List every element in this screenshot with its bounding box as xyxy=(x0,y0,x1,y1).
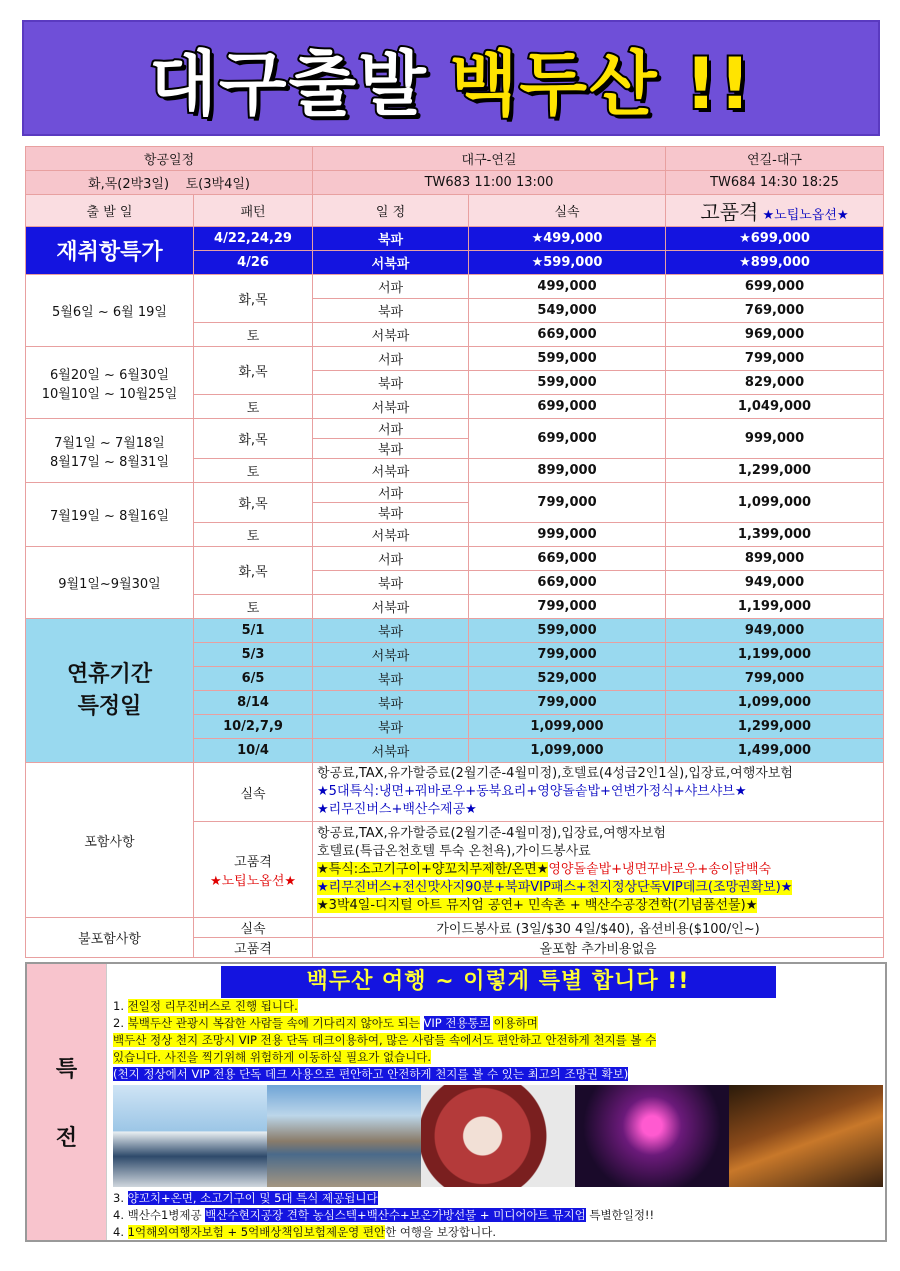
special-date: 4/26 xyxy=(194,251,313,275)
period-pattern: 토 xyxy=(194,395,313,419)
period-basic: 669,000 xyxy=(469,571,666,595)
period-route: 서파 xyxy=(313,547,469,571)
media-art-photo xyxy=(575,1085,729,1187)
period-route: 북파 xyxy=(313,439,469,459)
flight-days: 화,목(2박3일) 토(3박4일) xyxy=(26,171,313,195)
special-premium: ★699,000 xyxy=(666,227,884,251)
period-premium: 1,049,000 xyxy=(666,395,884,419)
period-pattern: 화,목 xyxy=(194,347,313,395)
col-pattern: 패턴 xyxy=(194,195,313,227)
flight-outbound: TW683 11:00 13:00 xyxy=(313,171,666,195)
period-premium: 999,000 xyxy=(666,419,884,459)
holiday-premium: 1,099,000 xyxy=(666,691,884,715)
features-content xyxy=(113,966,883,1238)
holiday-premium: 1,299,000 xyxy=(666,715,884,739)
holiday-label: 연휴기간 특정일 xyxy=(26,619,194,763)
heaven-lake-photo xyxy=(267,1085,421,1187)
period-pattern: 토 xyxy=(194,459,313,483)
inclusions-premium-text: 항공료,TAX,유가할증료(2월기준-4월미정),입장료,여행자보험 호텔료(특급온천호텔 투숙 온천욕),가이드봉사료 ★특식:소고기구이+양꼬치무제한/온면★영양돌솥밥+냉면꾸바로우+송이닭백숙 ★리무진버스+전신맛사지90분+북파VIP패스+천지정상단독VIP데크(조망권확보)★ ★3박4일-디지털 아트 뮤지엄 공연+ 민속촌 + 백산수공장견학(기념품선물)★ xyxy=(313,822,884,918)
features-side-label xyxy=(27,964,107,1240)
feature-line-4: 4. 백산수1병제공 백산수현지공장 견학 농심스텍+백산수+보온가방선물 + 미디어아트 뮤지엄 특별한일정!! xyxy=(113,1208,655,1222)
period-dates: 7월19일 ~ 8월16일 xyxy=(26,483,194,547)
period-basic: 799,000 xyxy=(469,483,666,523)
holiday-date: 10/4 xyxy=(194,739,313,763)
features-title: 백두산 여행 ~ 이렇게 특별 합니다 !! xyxy=(221,966,776,998)
holiday-date: 8/14 xyxy=(194,691,313,715)
period-premium: 829,000 xyxy=(666,371,884,395)
inclusions-basic-label: 실속 xyxy=(194,763,313,822)
holiday-route: 북파 xyxy=(313,715,469,739)
period-basic: 599,000 xyxy=(469,347,666,371)
period-basic: 599,000 xyxy=(469,371,666,395)
flight-header-label: 항공일정 xyxy=(26,147,313,171)
period-premium: 799,000 xyxy=(666,347,884,371)
special-route: 서북파 xyxy=(313,251,469,275)
photo-strip xyxy=(113,1085,883,1187)
period-premium: 1,299,000 xyxy=(666,459,884,483)
period-route: 서파 xyxy=(313,483,469,503)
features-side-char1: 특 xyxy=(55,1057,78,1082)
holiday-basic: 799,000 xyxy=(469,643,666,667)
holiday-basic: 1,099,000 xyxy=(469,739,666,763)
route2-label: 연길-대구 xyxy=(666,147,884,171)
period-dates: 9월1일~9월30일 xyxy=(26,547,194,619)
period-route: 북파 xyxy=(313,571,469,595)
period-route: 서북파 xyxy=(313,523,469,547)
bus-fleet-photo xyxy=(113,1085,267,1187)
period-basic: 799,000 xyxy=(469,595,666,619)
holiday-basic: 599,000 xyxy=(469,619,666,643)
period-basic: 669,000 xyxy=(469,323,666,347)
features-section xyxy=(25,962,887,1242)
period-route: 서북파 xyxy=(313,459,469,483)
period-premium: 699,000 xyxy=(666,275,884,299)
holiday-premium: 799,000 xyxy=(666,667,884,691)
beef-bbq-photo xyxy=(421,1085,575,1187)
period-basic: 499,000 xyxy=(469,275,666,299)
inclusions-premium-label: 고품격 ★노팁노옵션★ xyxy=(194,822,313,918)
holiday-date: 6/5 xyxy=(194,667,313,691)
feature-line-5: 4. 1억해외여행자보험 + 5억배상책임보험제운영 편안한 여행을 보장합니다. xyxy=(113,1225,497,1239)
period-route: 북파 xyxy=(313,299,469,323)
title-banner xyxy=(22,20,880,136)
period-dates: 7월1일 ~ 7월18일 8월17일 ~ 8월31일 xyxy=(26,419,194,483)
feature-line-2d: (천지 정상에서 VIP 전용 단독 데크 사용으로 편안하고 안전하게 천지를 볼 수 있는 최고의 조망권 확보) xyxy=(113,1067,629,1081)
holiday-route: 북파 xyxy=(313,667,469,691)
feature-line-2b: 백두산 정상 천지 조망시 VIP 전용 단독 데크이용하여, 많은 사람들 속에서도 편안하고 안전하게 천지를 볼 수 xyxy=(113,1033,657,1047)
period-route: 서파 xyxy=(313,275,469,299)
special-basic: ★499,000 xyxy=(469,227,666,251)
special-fare-label: 재취항특가 xyxy=(26,227,194,275)
period-pattern: 화,목 xyxy=(194,547,313,595)
col-itinerary: 일 정 xyxy=(313,195,469,227)
banner-title-part2: 백두산 !! xyxy=(449,42,753,125)
period-premium: 769,000 xyxy=(666,299,884,323)
period-premium: 899,000 xyxy=(666,547,884,571)
exclusions-basic-text: 가이드봉사료 (3일/$30 4일/$40), 옵션비용($100/인~) xyxy=(313,918,884,938)
period-route: 서북파 xyxy=(313,395,469,419)
holiday-route: 북파 xyxy=(313,619,469,643)
holiday-route: 서북파 xyxy=(313,739,469,763)
col-premium: 고품격 ★노팁노옵션★ xyxy=(666,195,884,227)
inclusions-basic-text: 항공료,TAX,유가할증료(2월기준-4월미정),호텔료(4성급2인1실),입장료,여행자보험 ★5대특식:냉면+꿔바로우+동북요리+영양돌솥밥+연변가정식+샤브샤브★ ★리무진버스+백산수제공★ xyxy=(313,763,884,822)
holiday-date: 5/1 xyxy=(194,619,313,643)
period-pattern: 토 xyxy=(194,595,313,619)
inclusions-label: 포함사항 xyxy=(26,763,194,918)
period-pattern: 토 xyxy=(194,523,313,547)
special-route: 북파 xyxy=(313,227,469,251)
period-basic: 899,000 xyxy=(469,459,666,483)
period-route: 서북파 xyxy=(313,595,469,619)
period-basic: 549,000 xyxy=(469,299,666,323)
holiday-basic: 799,000 xyxy=(469,691,666,715)
period-route: 서파 xyxy=(313,419,469,439)
period-route: 북파 xyxy=(313,503,469,523)
feature-line-1: 1. 전일정 리무진버스로 진행 됩니다. xyxy=(113,999,298,1013)
period-premium: 1,099,000 xyxy=(666,483,884,523)
period-basic: 999,000 xyxy=(469,523,666,547)
lamb-skewer-photo xyxy=(729,1085,883,1187)
price-table xyxy=(25,146,884,958)
col-basic: 실속 xyxy=(469,195,666,227)
feature-line-2c: 있습니다. 사진을 찍기위해 위험하게 이동하실 필요가 없습니다. xyxy=(113,1050,432,1064)
holiday-route: 북파 xyxy=(313,691,469,715)
special-date: 4/22,24,29 xyxy=(194,227,313,251)
holiday-basic: 1,099,000 xyxy=(469,715,666,739)
period-basic: 669,000 xyxy=(469,547,666,571)
feature-line-3: 3. 양꼬치+온면, 소고기구이 및 5대 특식 제공됩니다 xyxy=(113,1191,378,1205)
period-route: 북파 xyxy=(313,371,469,395)
exclusions-premium-text: 올포함 추가비용없음 xyxy=(313,938,884,958)
period-premium: 949,000 xyxy=(666,571,884,595)
special-premium: ★899,000 xyxy=(666,251,884,275)
period-pattern: 화,목 xyxy=(194,275,313,323)
holiday-date: 10/2,7,9 xyxy=(194,715,313,739)
period-pattern: 토 xyxy=(194,323,313,347)
period-basic: 699,000 xyxy=(469,419,666,459)
exclusions-basic-label: 실속 xyxy=(194,918,313,938)
period-pattern: 화,목 xyxy=(194,483,313,523)
holiday-basic: 529,000 xyxy=(469,667,666,691)
col-departure: 출 발 일 xyxy=(26,195,194,227)
holiday-premium: 1,199,000 xyxy=(666,643,884,667)
route1-label: 대구-연길 xyxy=(313,147,666,171)
period-route: 서북파 xyxy=(313,323,469,347)
features-side-char2: 전 xyxy=(55,1126,78,1151)
banner-title-part1: 대구출발 xyxy=(149,42,428,125)
period-dates: 5월6일 ~ 6월 19일 xyxy=(26,275,194,347)
exclusions-label: 불포함사항 xyxy=(26,918,194,958)
period-dates: 6월20일 ~ 6월30일 10월10일 ~ 10월25일 xyxy=(26,347,194,419)
period-premium: 1,199,000 xyxy=(666,595,884,619)
period-premium: 969,000 xyxy=(666,323,884,347)
holiday-route: 서북파 xyxy=(313,643,469,667)
special-basic: ★599,000 xyxy=(469,251,666,275)
period-basic: 699,000 xyxy=(469,395,666,419)
holiday-premium: 949,000 xyxy=(666,619,884,643)
period-pattern: 화,목 xyxy=(194,419,313,459)
exclusions-premium-label: 고품격 xyxy=(194,938,313,958)
flight-return: TW684 14:30 18:25 xyxy=(666,171,884,195)
feature-line-2: 2. 북백두산 관광시 복잡한 사람들 속에 기다리지 않아도 되는 VIP 전용통로 이용하며 xyxy=(113,1016,538,1030)
period-route: 서파 xyxy=(313,347,469,371)
period-premium: 1,399,000 xyxy=(666,523,884,547)
holiday-date: 5/3 xyxy=(194,643,313,667)
holiday-premium: 1,499,000 xyxy=(666,739,884,763)
